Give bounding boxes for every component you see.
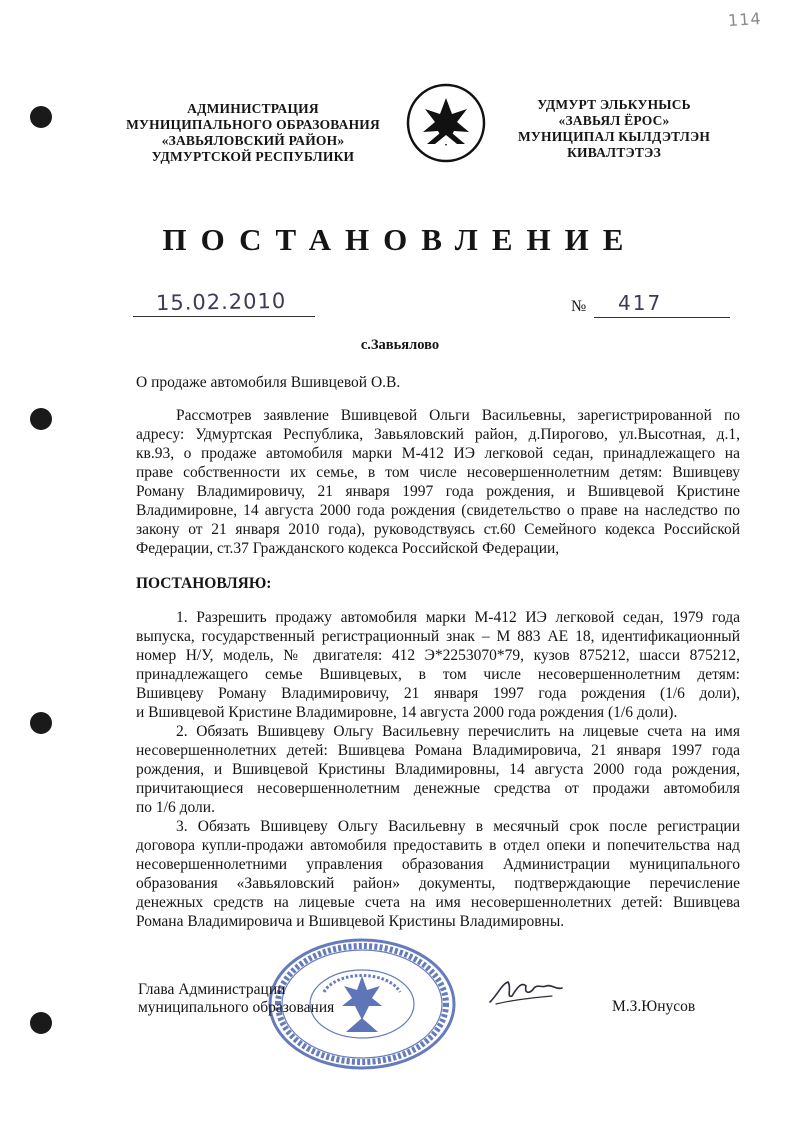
- preamble-line: Федерации, ст.37 Гражданского кодекса Российской Федерации,: [136, 540, 560, 557]
- header-right-line: КИВАЛТЭТЭЗ: [567, 145, 661, 160]
- header-left: [108, 101, 398, 165]
- binder-hole: [30, 408, 52, 430]
- item-3-line: 3. Обязать Вшивцеву Ольгу Васильевну в месячный срок после регистрации: [176, 818, 740, 835]
- header-left-line: АДМИНИСТРАЦИЯ: [187, 101, 319, 116]
- item-3-line: Романа Владимировича и Вшивцевой Кристины Владимировны.: [136, 913, 565, 930]
- signatory-name: М.З.Юнусов: [612, 998, 696, 1015]
- ordain-heading: ПОСТАНОВЛЯЮ:: [136, 575, 272, 592]
- item-3-line: образования «Завьяловский район» документы, подтверждающие перечисление: [136, 875, 740, 892]
- signatory-position: Глава Администрации: [138, 981, 286, 998]
- number-label: №: [571, 298, 587, 315]
- binder-hole: [30, 1012, 52, 1034]
- item-3-line: денежных средств на лицевые счета на имя несовершеннолетних детей: Вшивцева: [136, 894, 740, 911]
- item-1-line: номер Н/У, модель, № двигателя: 412 Э*2253070*79, кузов 875212, шасси 875212,: [136, 647, 740, 664]
- place-of-issue: с.Завьялово: [360, 337, 440, 353]
- item-1-line: и Вшивцевой Кристине Владимировне, 14 августа 2000 года рождения (1/6 доли).: [136, 704, 678, 721]
- item-1-line: выпуска, государственный регистрационный знак – М 883 АЕ 18, идентификационный: [136, 628, 740, 645]
- item-3-line: несовершеннолетними управления образования Администрации муниципального: [136, 856, 740, 873]
- header-left-line: «ЗАВЬЯЛОВСКИЙ РАЙОН»: [161, 133, 345, 148]
- date-underline: [133, 316, 315, 317]
- header-right: [504, 97, 724, 161]
- item-2-line: причитающиеся несовершеннолетним денежные средства от продажи автомобиля: [136, 780, 740, 797]
- handwritten-signature: [486, 974, 566, 1014]
- number-value: 417: [618, 291, 663, 315]
- item-1-line: Вшивцеву Роману Владимировичу, 21 января 1997 года рождения (1/6 доли),: [136, 685, 740, 702]
- item-3-line: договора купли-продажи автомобиля предоставить в отдел опеки и попечительства над: [136, 837, 740, 854]
- item-1-line: 1. Разрешить продажу автомобиля марки М-412 ИЭ легковой седан, 1979 года: [176, 609, 740, 626]
- item-2-line: несовершеннолетних детей: Вшивцева Романа Владимировича, 21 января 1997 года: [136, 742, 740, 759]
- preamble-line: Владимировне, 14 августа 2000 года рождения (свидетельство о праве на наследство по: [136, 502, 740, 519]
- page-number: 114: [727, 8, 763, 31]
- preamble-line: Рассмотрев заявление Вшивцевой Ольги Васильевны, зарегистрированной по: [176, 407, 740, 424]
- header-right-line: «ЗАВЬЯЛ ЁРОС»: [558, 113, 670, 128]
- header-right-line: УДМУРТ ЭЛЬКУНЫСЬ: [537, 97, 691, 112]
- preamble-line: праве собственности их семье, в том числе несовершеннолетним детям: Вшивцеву: [136, 464, 740, 481]
- subject-line: О продаже автомобиля Вшивцевой О.В.: [136, 374, 401, 391]
- binder-hole: [30, 712, 52, 734]
- preamble-line: Роману Владимировичу, 21 января 1997 года рождения, и Вшивцевой Кристине: [136, 483, 740, 500]
- emblem-icon: [405, 82, 487, 164]
- item-1-line: принадлежащего семье Вшивцевых, в том числе несовершеннолетним детям:: [136, 666, 740, 683]
- item-2-line: 2. Обязать Вшивцеву Ольгу Васильевну перечислить на лицевые счета на имя: [176, 723, 740, 740]
- header-left-line: УДМУРТСКОЙ РЕСПУБЛИКИ: [151, 149, 355, 164]
- preamble-line: закону от 21 января 2010 года), руководствуясь ст.60 Семейного кодекса Российской: [136, 521, 740, 538]
- header-right-line: МУНИЦИПАЛ КЫЛДЭТЛЭН: [517, 129, 711, 144]
- item-2-line: по 1/6 доли.: [136, 799, 215, 816]
- header-left-line: МУНИЦИПАЛЬНОГО ОБРАЗОВАНИЯ: [126, 117, 380, 132]
- binder-hole: [30, 106, 52, 128]
- document-title: ПОСТАНОВЛЕНИЕ: [162, 222, 638, 257]
- signatory-position: муниципального образования: [138, 999, 335, 1016]
- date-value: 15.02.2010: [155, 288, 287, 316]
- preamble-line: адресу: Удмуртская Республика, Завьяловский район, д.Пирогово, ул.Высотная, д.1,: [136, 426, 740, 443]
- number-underline: [594, 317, 730, 318]
- preamble-line: кв.93, о продаже автомобиля марки М-412 ИЭ легковой седан, принадлежащего на: [136, 445, 740, 462]
- item-2-line: рождения, и Вшивцевой Кристины Владимировны, 14 августа 2000 года рождения,: [136, 761, 740, 778]
